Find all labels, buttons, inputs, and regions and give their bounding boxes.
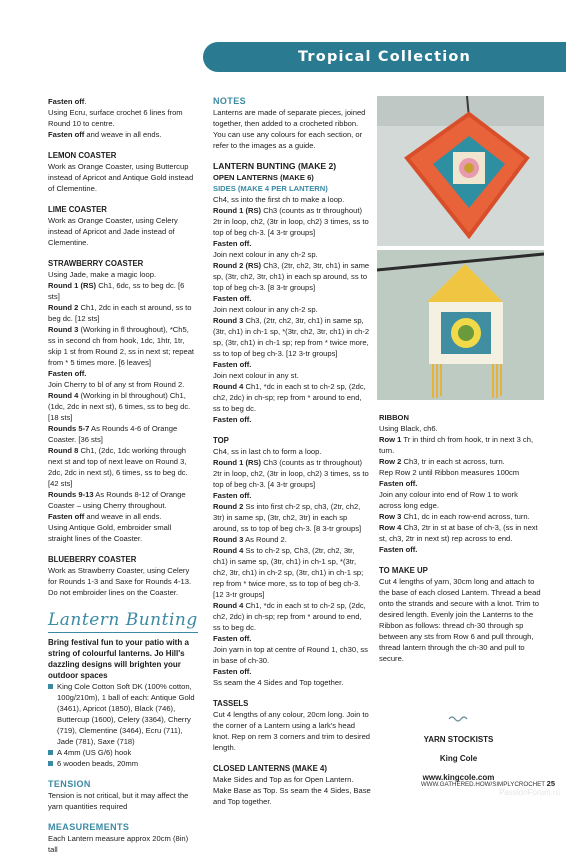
stockists-brand: King Cole	[439, 754, 478, 763]
ribbon-row: Row 4 Ch3, 2tr in st at base of ch-3, (ss in next st, ch3, 2tr in next st) rep across to end.	[379, 523, 538, 543]
top-heading: TOP	[213, 436, 229, 445]
ribbon-row: Row 3 Ch1, dc in each row-end across, turn.	[379, 512, 530, 521]
top-line: Ch4, ss in last ch to form a loop.	[213, 447, 322, 456]
top-round: Round 4 Ss to ch-2 sp, Ch3, (2tr, ch2, 3tr, ch1) in same sp, (3tr, ch1) in ch-1 sp, *(3tr, ch2, 3tr, ch1) in ch-2 sp, (3tr, ch1) in ch-1 sp; rep from * twice more, ss to top of beg ch-3. [12 3-tr groups]	[213, 546, 364, 599]
fasten-off: Fasten off.	[213, 360, 252, 369]
divider-ornament-icon	[448, 715, 470, 723]
stockists-title: YARN STOCKISTS	[423, 735, 494, 744]
fasten-off: Fasten off.	[213, 239, 252, 248]
sides-round: Round 2 (RS) Ch3, (2tr, ch2, 3tr, ch1) in same sp, (3tr, ch2, 3tr, ch1) in each sp around, ss to top of beg ch-3. [8 3-tr groups]	[213, 261, 370, 292]
fasten-off: Fasten off.	[213, 634, 252, 643]
ribbon-heading: RIBBON	[379, 413, 409, 422]
lime-coaster-text: Work as Orange Coaster, using Celery instead of Apricot and Jade instead of Clementine.	[48, 216, 178, 247]
strawberry-coaster-heading: STRAWBERRY COASTER	[48, 259, 144, 268]
lantern-photo-open	[377, 250, 544, 400]
lantern-photo-illustration	[377, 96, 544, 246]
ribbon-line: Join any colour into end of Row 1 to work across long edge.	[379, 490, 518, 510]
strawberry-round: Round 1 (RS) Ch1, 6dc, ss to beg dc. [6 sts]	[48, 281, 185, 301]
fasten-off: Fasten off.	[213, 294, 252, 303]
materials-item: A 4mm (US G/6) hook	[48, 747, 198, 758]
notes-text: Lanterns are made of separate pieces, joined together, then added to a crocheted ribbon. You can use any colours for each section, or refer to the images as a guide.	[213, 108, 366, 150]
materials-item: 6 wooden beads, 20mm	[48, 758, 198, 769]
top-round: Round 1 (RS) Ch3 (counts as tr throughout) 2tr in loop, ch2, (3tr in loop, ch2) 3 times, ss to top of beg ch-3. [4 3-tr groups]	[213, 458, 369, 489]
column-left	[48, 96, 198, 855]
column-middle	[213, 96, 371, 807]
measurements-text: Each Lantern measure approx 20cm (8in) tall	[48, 834, 189, 854]
sides-line: Ch4, ss into the first ch to make a loop.	[213, 195, 345, 204]
materials-item: King Cole Cotton Soft DK (100% cotton, 100g/210m), 1 ball of each: Antique Gold (3461), Apricot (1850), Black (746), Buttercup (1600), Celery (3364), Cherry (719), Clementine (3464), Ecru (711), Jade (781), Saxe (718)	[48, 681, 198, 747]
column-right	[379, 412, 542, 664]
strawberry-line: Join Cherry to bl of any st from Round 2.	[48, 380, 185, 389]
open-lanterns-heading: OPEN LANTERNS (MAKE 6)	[213, 173, 314, 182]
closed-lanterns-heading: CLOSED LANTERNS (MAKE 4)	[213, 764, 327, 773]
ribbon-line: Using Black, ch6.	[379, 424, 438, 433]
tassels-text: Cut 4 lengths of any colour, 20cm long. Join to the corner of a Lantern using a lark's head knot. Rep on rem 3 corners and trim to desired length.	[213, 710, 371, 752]
page-footer	[415, 779, 555, 788]
ribbon-row: Row 2 Ch3, tr in each st across, turn.	[379, 457, 505, 466]
make-up-text: Cut 4 lengths of yarn, 30cm long and attach to the base of each closed Lantern. Thread a bead onto the strands and secure with a knot. Trim to desired length. Evenly join the Lanterns to the Ribbon as follows: thread ch-30 through sp between any sts from Row 6 and pull through, thread lantern through the ch-30 and pull to secure.	[379, 577, 541, 663]
top-round: Round 4 Ch1, *dc in each st to ch-2 sp, (2dc, ch2, 2dc) in ch-sp; rep from * around to end, ss to beg dc.	[213, 601, 366, 632]
strawberry-round: Round 8 Ch1, (2dc, 1dc working through next st and top of next leave on Round 3, 2dc, 2dc in next st), 6 times, ss to beg dc. [42 sts]	[48, 446, 188, 488]
lemon-coaster-text: Work as Orange Coaster, using Buttercup instead of Apricot and Antique Gold instead of Clementine.	[48, 162, 194, 193]
top-line: Join yarn in top at centre of Round 1, ch30, ss in base of ch-30.	[213, 645, 368, 665]
sides-round: Round 1 (RS) Ch3 (counts as tr throughout) 2tr in loop, ch2, (3tr in loop, ch2) 3 times, ss to top of beg ch-3. [4 3-tr groups]	[213, 206, 369, 237]
strawberry-line: Using Jade, make a magic loop.	[48, 270, 157, 279]
measurements-heading: MEASUREMENTS	[48, 822, 130, 832]
ribbon-line: Rep Row 2 until Ribbon measures 100cm	[379, 468, 520, 477]
lantern-photo-illustration	[377, 250, 544, 400]
watermark: PassionForum.ru	[499, 788, 560, 797]
fasten-off: Fasten off.	[213, 491, 252, 500]
fasten-off: Fasten off.	[379, 545, 418, 554]
fasten-off: Fasten off.	[213, 415, 252, 424]
intro-fasten: Fasten off.	[48, 97, 87, 106]
lemon-coaster-heading: LEMON COASTER	[48, 151, 117, 160]
stockists-url[interactable]: www.kingcole.com	[422, 773, 495, 782]
strawberry-round: Round 4 (Working in bl throughout) Ch1, (1dc, 2dc in next st), 6 times, ss to beg dc. [18 sts]	[48, 391, 191, 422]
sides-round: Round 3 Ch3, (2tr, ch2, 3tr, ch1) in same sp, (3tr, ch1) in ch-1 sp, *(3tr, ch2, 3tr, ch1) in ch-2 sp, (3tr, ch1) in ch-1 sp; rep from * twice more, ss to top of beg ch-3. [12 3-tr groups]	[213, 316, 370, 358]
notes-heading: NOTES	[213, 96, 247, 106]
sides-line: Join next colour in any ch-2 sp.	[213, 305, 318, 314]
strawberry-fasten: Fasten off and weave in all ends.	[48, 512, 162, 521]
strawberry-round: Round 3 (Working in fl throughout), *Ch5, ss in second ch from hook, 1dc, 1htr, 1tr, skip 1 st from Round 2, ss in next st; repeat from * 5 times more. [6 leaves]	[48, 325, 195, 367]
sides-heading: SIDES (MAKE 4 PER LANTERN)	[213, 184, 328, 193]
lantern-bunting-heading: LANTERN BUNTING (MAKE 2)	[213, 161, 337, 171]
tension-text: Tension is not critical, but it may affect the yarn quantities required	[48, 791, 189, 811]
fasten-off: Fasten off.	[213, 667, 252, 676]
strawberry-fasten: Fasten off.	[48, 369, 87, 378]
top-round: Round 2 Ss into first ch-2 sp, ch3, (2tr, ch2, 3tr) in same sp, (3tr, ch2, 3tr) in each sp around, ss to top of beg ch-3. [8 3-tr groups]	[213, 502, 362, 533]
footer-url: WWW.GATHERED.HOW/SIMPLYCROCHET	[420, 781, 545, 788]
sides-round: Round 4 Ch1, *dc in each st to ch-2 sp, (2dc, ch2, 2dc) in ch-sp; rep from * around to end, ss to beg dc.	[213, 382, 366, 413]
lantern-photo-hanging	[377, 96, 544, 246]
lantern-bunting-title: Lantern Bunting	[48, 610, 198, 633]
fasten-off: Fasten off.	[379, 479, 418, 488]
blueberry-text: Work as Strawberry Coaster, using Celery for Rounds 1-3 and Saxe for Rounds 4-13.	[48, 566, 192, 586]
sides-line: Join next colour in any ch-2 sp.	[213, 250, 318, 259]
lime-coaster-heading: LIME COASTER	[48, 205, 107, 214]
strawberry-round: Rounds 5-7 As Rounds 4-6 of Orange Coaster. [36 sts]	[48, 424, 178, 444]
intro-text2: Fasten off and weave in all ends.	[48, 130, 162, 139]
section-banner: Tropical Collection	[203, 42, 566, 72]
strawberry-round: Rounds 9-13 As Rounds 8-12 of Orange Coaster – using Cherry throughout.	[48, 490, 186, 510]
top-round: Round 3 As Round 2.	[213, 535, 287, 544]
make-up-heading: TO MAKE UP	[379, 566, 428, 575]
tassels-heading: TASSELS	[213, 699, 249, 708]
strawberry-round: Round 2 Ch1, 2dc in each st around, ss to beg dc. [12 sts]	[48, 303, 192, 323]
blueberry-text: Do not embroider lines on the Coaster.	[48, 588, 179, 597]
intro-text1: Using Ecru, surface crochet 6 lines from Round 10 to centre.	[48, 108, 183, 128]
blueberry-coaster-heading: BLUEBERRY COASTER	[48, 555, 137, 564]
top-line: Ss seam the 4 Sides and Top together.	[213, 678, 344, 687]
strawberry-line: Using Antique Gold, embroider small straight lines of the Coaster.	[48, 523, 172, 543]
ribbon-row: Row 1 Tr in third ch from hook, tr in next 3 ch, turn.	[379, 435, 534, 455]
lantern-intro: Bring festival fun to your patio with a string of colourful lanterns. Jo Hill's dazzling designs will brighten your outdoor spaces	[48, 638, 189, 680]
sides-line: Join next colour in any st.	[213, 371, 299, 380]
tension-heading: TENSION	[48, 779, 91, 789]
closed-lanterns-text: Make Sides and Top as for Open Lantern. Make Base as Top. Ss seam the 4 Sides, Base and Top together.	[213, 775, 371, 806]
page-number: 25	[546, 779, 555, 788]
